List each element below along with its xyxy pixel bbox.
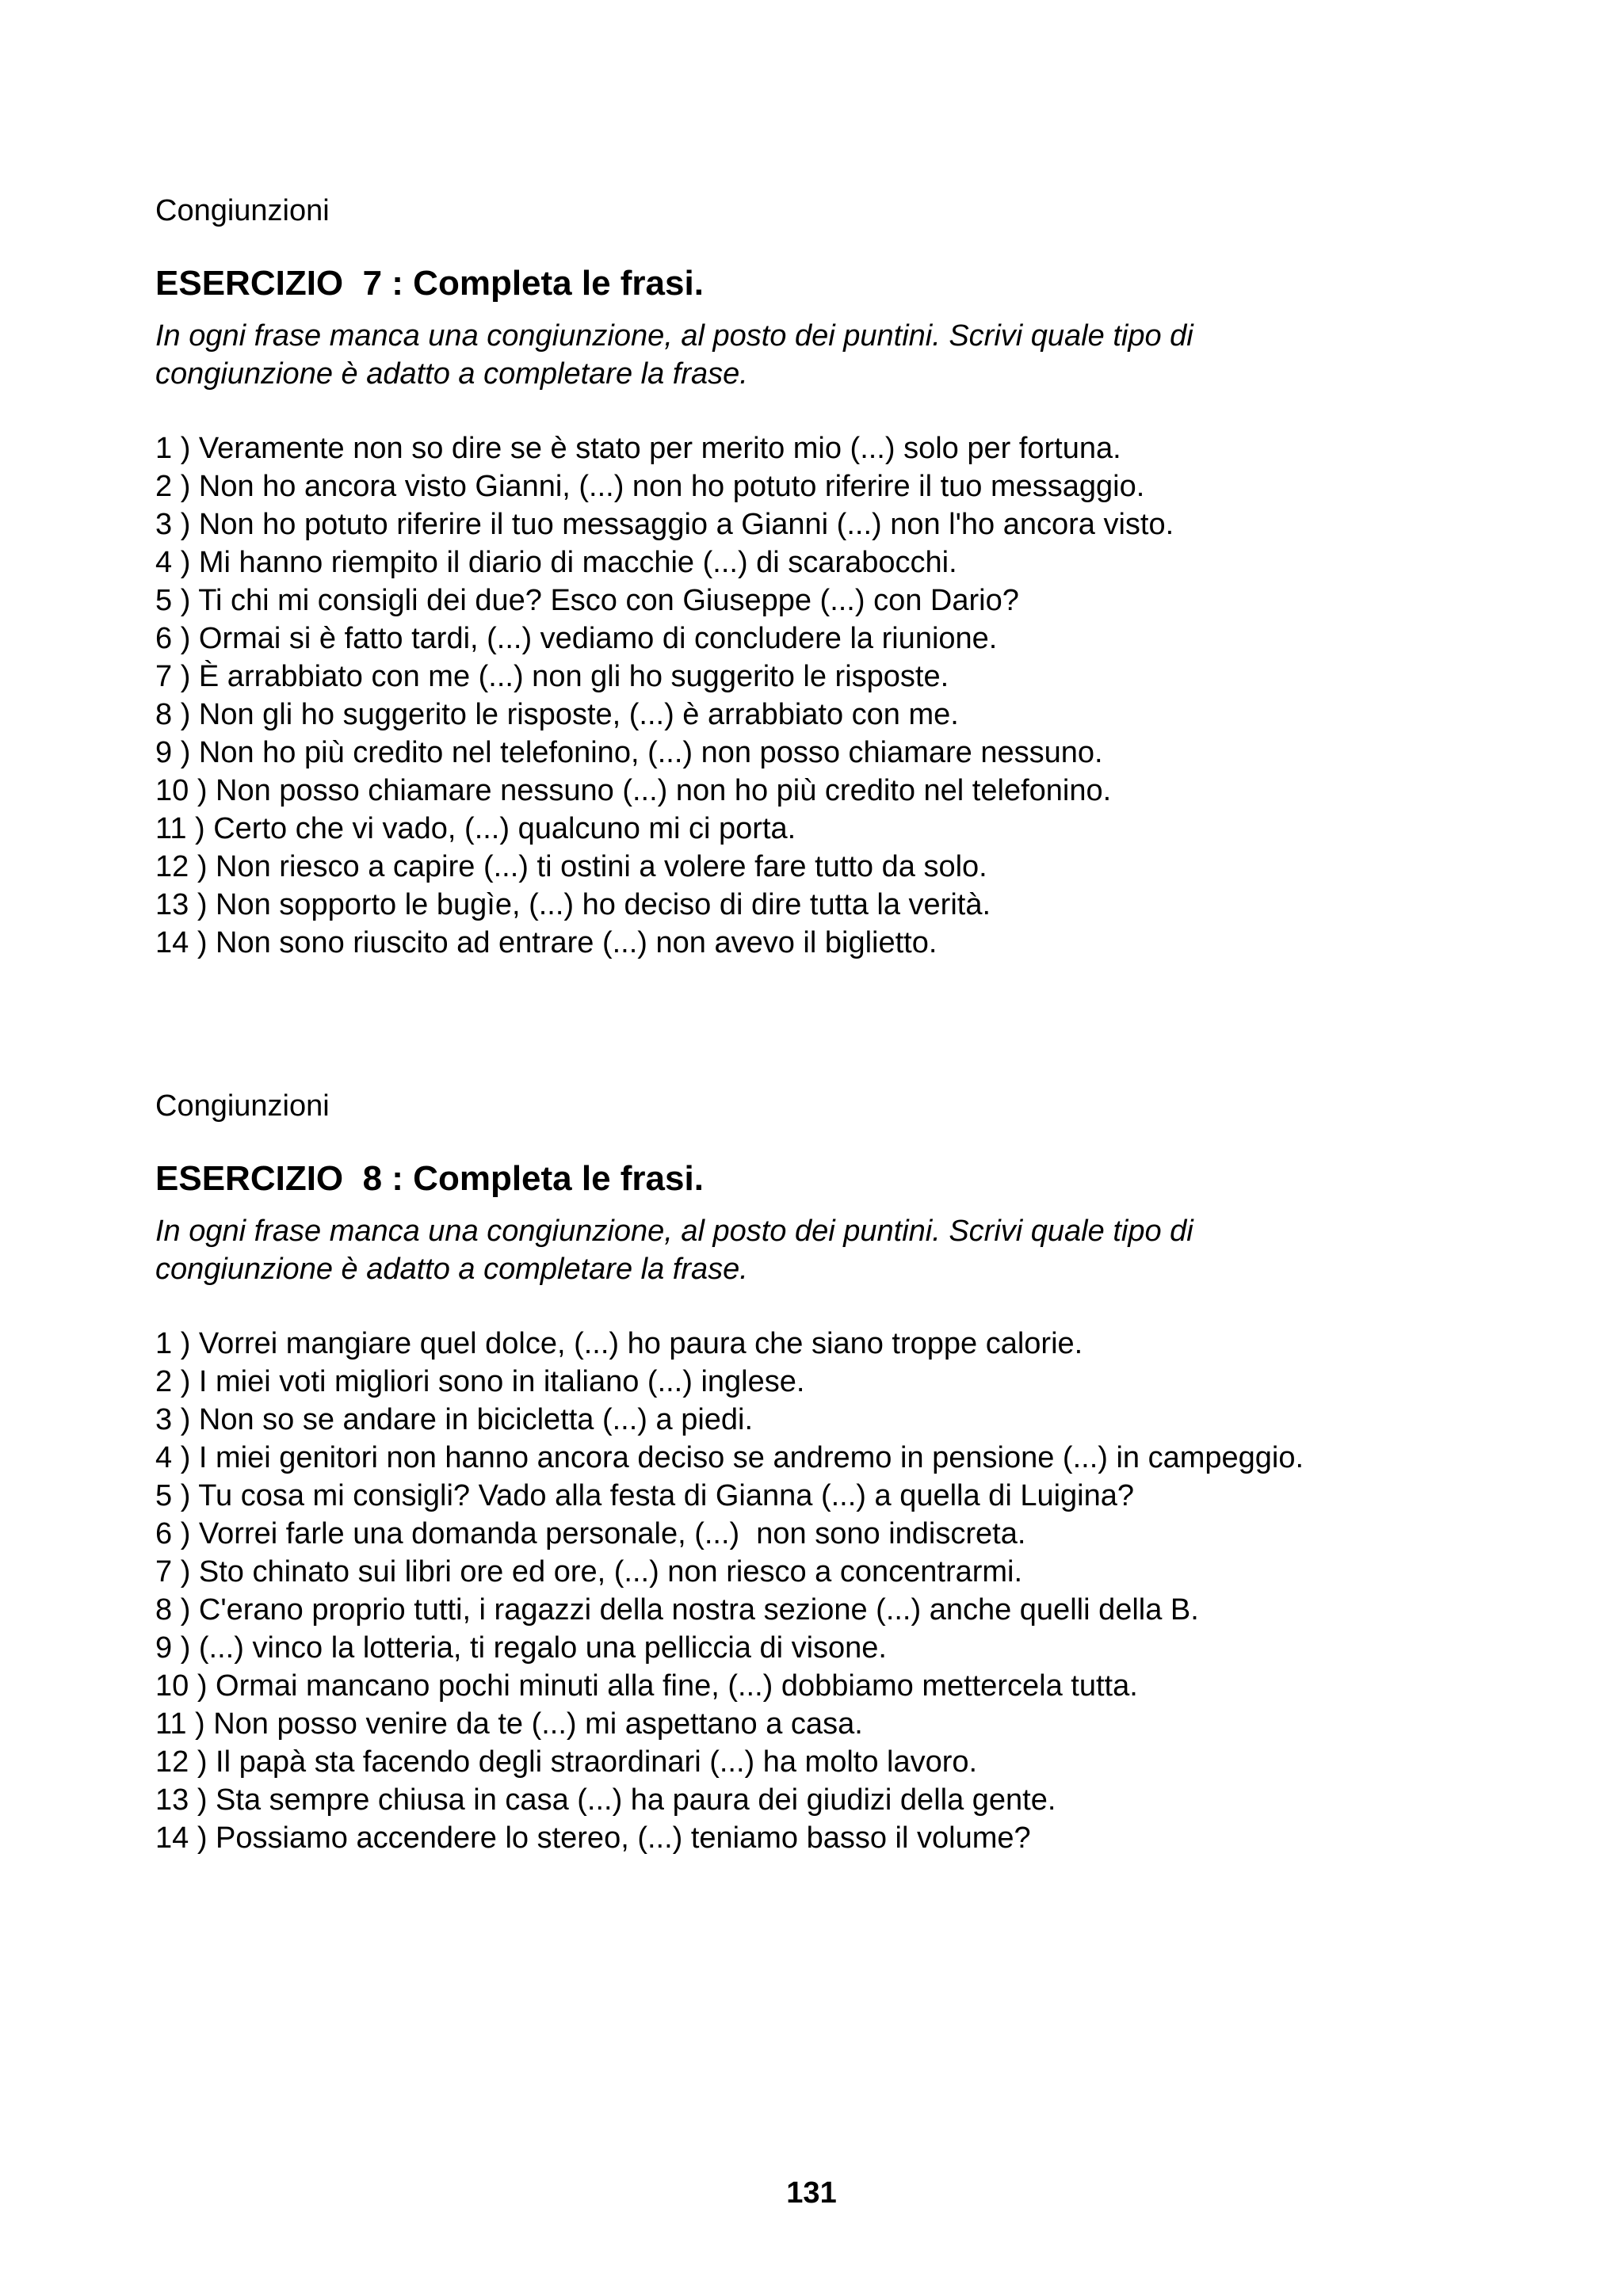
sentence-item: 7 ) Sto chinato sui libri ore ed ore, (...) non riesco a concentrarmi. [155,1555,1023,1589]
exercise-title: ESERCIZIO 7 : Completa le frasi. [155,264,704,303]
topic-label: Congiunzioni [155,194,330,227]
exercise-title: ESERCIZIO 8 : Completa le frasi. [155,1159,704,1198]
sentence-item: 3 ) Non so se andare in bicicletta (...) a piedi. [155,1403,754,1436]
sentence-list [155,1325,1503,1857]
topic-label: Congiunzioni [155,1089,330,1123]
instructions-line: congiunzione è adatto a completare la frase. [155,1253,748,1286]
instructions-line: In ogni frase manca una congiunzione, al posto dei puntini. Scrivi quale tipo di [155,319,1193,353]
instructions-line: In ogni frase manca una congiunzione, al posto dei puntini. Scrivi quale tipo di [155,1215,1193,1248]
sentence-item: 14 ) Non sono riuscito ad entrare (...) non avevo il biglietto. [155,926,938,959]
sentence-item: 10 ) Non posso chiamare nessuno (...) non ho più credito nel telefonino. [155,774,1112,807]
sentence-list [155,429,1503,962]
sentence-item: 7 ) È arrabbiato con me (...) non gli ho suggerito le risposte. [155,660,949,693]
instructions-line: congiunzione è adatto a completare la frase. [155,357,748,391]
sentence-item: 12 ) Il papà sta facendo degli straordinari (...) ha molto lavoro. [155,1745,978,1779]
sentence-item: 11 ) Non posso venire da te (...) mi aspettano a casa. [155,1707,863,1741]
sentence-item: 4 ) I miei genitori non hanno ancora deciso se andremo in pensione (...) in campeggio. [155,1441,1304,1474]
sentence-item: 9 ) Non ho più credito nel telefonino, (...) non posso chiamare nessuno. [155,736,1103,769]
exercise-instructions [155,317,1503,393]
sentence-item: 13 ) Non sopporto le bugìe, (...) ho deciso di dire tutta la verità. [155,888,991,921]
sentence-item: 6 ) Vorrei farle una domanda personale, (...) non sono indiscreta. [155,1517,1026,1550]
sentence-item: 11 ) Certo che vi vado, (...) qualcuno mi ci porta. [155,812,796,845]
sentence-item: 12 ) Non riesco a capire (...) ti ostini a volere fare tutto da solo. [155,850,987,883]
sentence-item: 2 ) I miei voti migliori sono in italiano (...) inglese. [155,1365,805,1398]
sentence-item: 6 ) Ormai si è fatto tardi, (...) vediamo di concludere la riunione. [155,622,998,655]
exercise-8 [155,1087,1503,1857]
sentence-item: 4 ) Mi hanno riempito il diario di macchie (...) di scarabocchi. [155,546,957,579]
sentence-item: 9 ) (...) vinco la lotteria, ti regalo una pelliccia di visone. [155,1631,887,1665]
sentence-item: 10 ) Ormai mancano pochi minuti alla fine, (...) dobbiamo mettercela tutta. [155,1669,1138,1703]
exercise-7 [155,192,1503,962]
sentence-item: 5 ) Ti chi mi consigli dei due? Esco con Giuseppe (...) con Dario? [155,584,1019,617]
sentence-item: 1 ) Veramente non so dire se è stato per merito mio (...) solo per fortuna. [155,432,1121,465]
sentence-item: 3 ) Non ho potuto riferire il tuo messaggio a Gianni (...) non l'ho ancora visto. [155,508,1174,541]
sentence-item: 8 ) C'erano proprio tutti, i ragazzi della nostra sezione (...) anche quelli della B. [155,1593,1199,1627]
page-number: 131 [786,2176,837,2210]
sentence-item: 14 ) Possiamo accendere lo stereo, (...) teniamo basso il volume? [155,1821,1031,1855]
sentence-item: 8 ) Non gli ho suggerito le risposte, (...) è arrabbiato con me. [155,698,959,731]
sentence-item: 13 ) Sta sempre chiusa in casa (...) ha paura dei giudizi della gente. [155,1783,1056,1817]
exercise-instructions [155,1212,1503,1288]
sentence-item: 1 ) Vorrei mangiare quel dolce, (...) ho paura che siano troppe calorie. [155,1327,1083,1360]
sentence-item: 5 ) Tu cosa mi consigli? Vado alla festa di Gianna (...) a quella di Luigina? [155,1479,1134,1512]
sentence-item: 2 ) Non ho ancora visto Gianni, (...) non ho potuto riferire il tuo messaggio. [155,470,1145,503]
